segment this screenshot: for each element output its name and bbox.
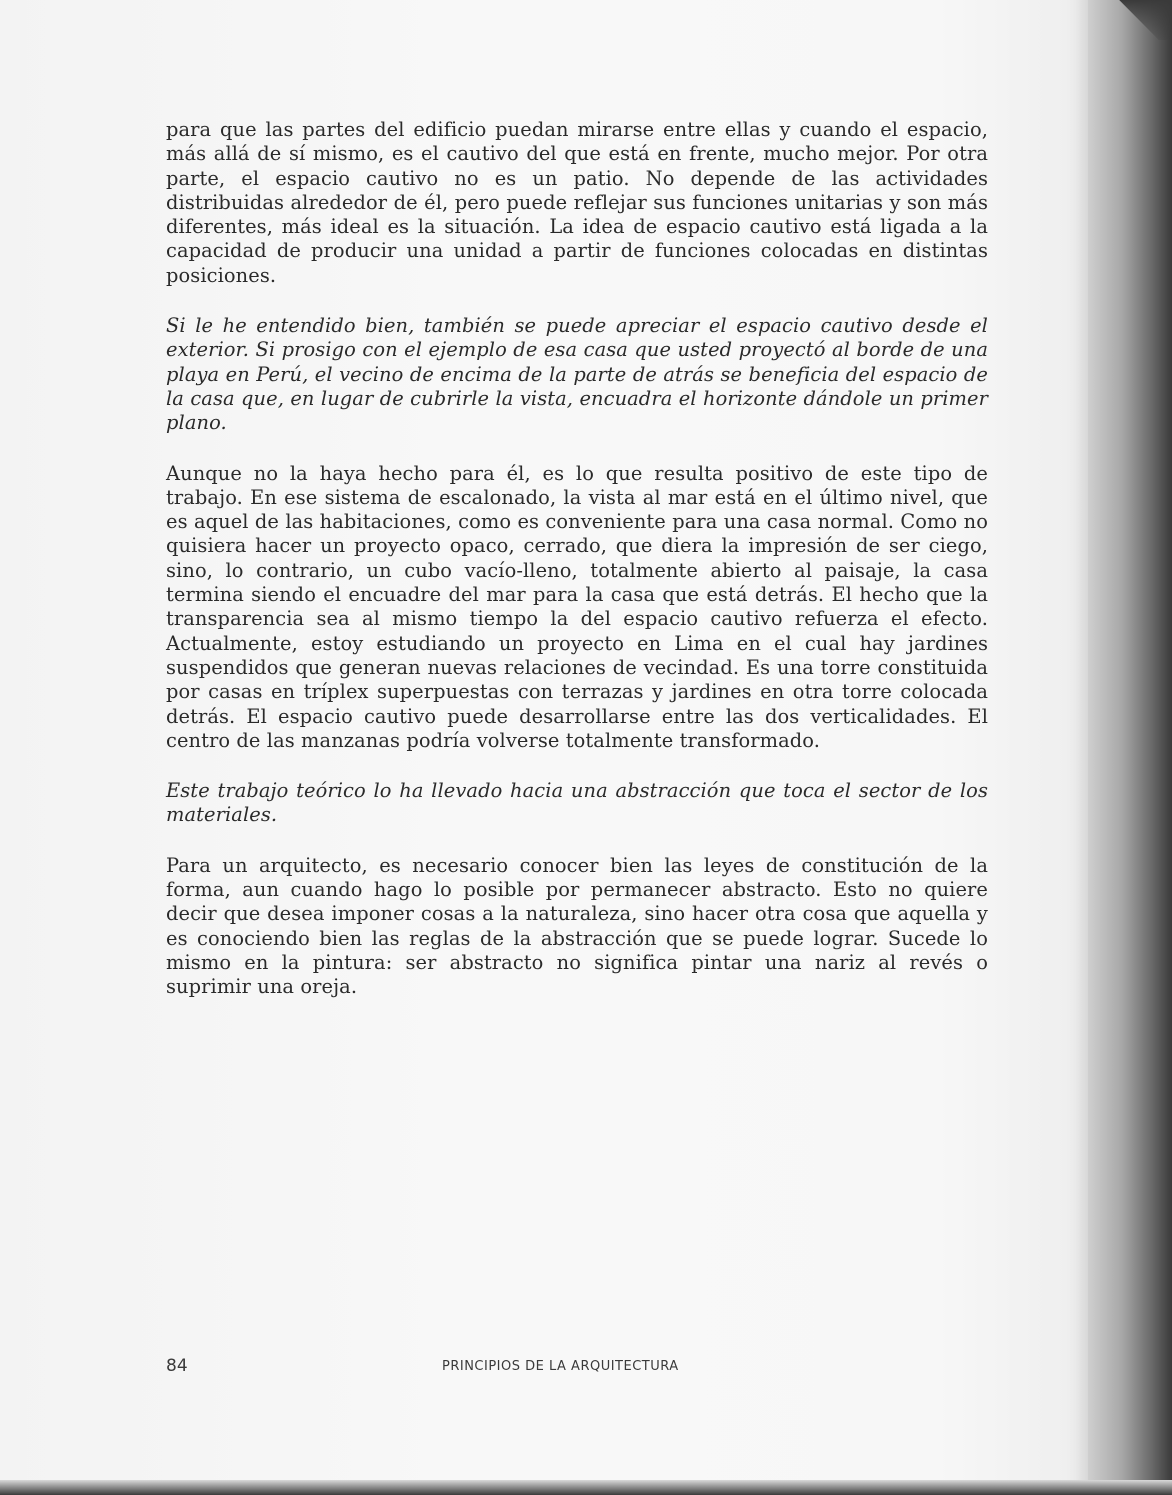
paragraph-question-2: Este trabajo teórico lo ha llevado hacia una abstracción que toca el sector de los materiales. (166, 779, 988, 827)
paragraph-answer-2: Aunque no la haya hecho para él, es lo que resulta positivo de este tipo de trabajo. En ese sistema de escalonado, la vista al mar está en el último nivel, que es aquel de las habitaciones, como es conveniente para una casa normal. Como no quisiera hacer un proyecto opaco, cerrado, que diera la impresión de ser ciego, sino, lo contrario, un cubo vacío-lleno, totalmente abierto al paisaje, la casa termina siendo el encuadre del mar para la casa que está detrás. El hecho que la transparencia sea al mismo tiempo la del espacio cautivo refuerza el efecto. Actualmente, estoy estudiando un proyecto en Lima en el cual hay jardines suspendidos que generan nuevas relaciones de vecindad. Es una torre constituida por casas en tríplex superpuestas con terrazas y jardines en otra torre colocada detrás. El espacio cautivo puede desarrollarse entre las dos verticalidades. El centro de las manzanas podría volverse totalmente transformado. (166, 461, 988, 752)
paragraph-question-1: Si le he entendido bien, también se puede apreciar el espacio cautivo desde el exterior. Si prosigo con el ejemplo de esa casa que usted proyectó al borde de una playa en Perú, el vecino de encima de la parte de atrás se beneficia del espacio de la casa que, en lugar de cubrirle la vista, encuadra el horizonte dándole un primer plano. (166, 314, 988, 435)
paragraph-answer-3: Para un arquitecto, es necesario conocer bien las leyes de constitución de la forma, aun cuando hago lo posible por permanecer abstracto. Esto no quiere decir que desea imponer cosas a la naturaleza, sino hacer otra cosa que aquella y es conociendo bien las reglas de la abstracción que se puede lograr. Sucede lo mismo en la pintura: ser abstracto no significa pintar una nariz al revés o suprimir una oreja. (166, 853, 988, 999)
page-number: 84 (166, 1356, 188, 1376)
facing-page-edge (1088, 0, 1172, 1495)
scan-bottom-edge (0, 1480, 1172, 1495)
paragraph-answer-1: para que las partes del edificio puedan mirarse entre ellas y cuando el espacio, más allá de sí mismo, es el cautivo del que está en frente, mucho mejor. Por otra parte, el espacio cautivo no es un patio. No depende de las actividades distribuidas alrededor de él, pero puede reflejar sus funciones unitarias y son más diferentes, más ideal es la situación. La idea de espacio cautivo está ligada a la capacidad de producir una unidad a partir de funciones colocadas en distintas posiciones. (166, 118, 988, 287)
page-footer (166, 1356, 988, 1380)
body-text (166, 118, 988, 1026)
running-title: PRINCIPIOS DE LA ARQUITECTURA (442, 1359, 679, 1374)
